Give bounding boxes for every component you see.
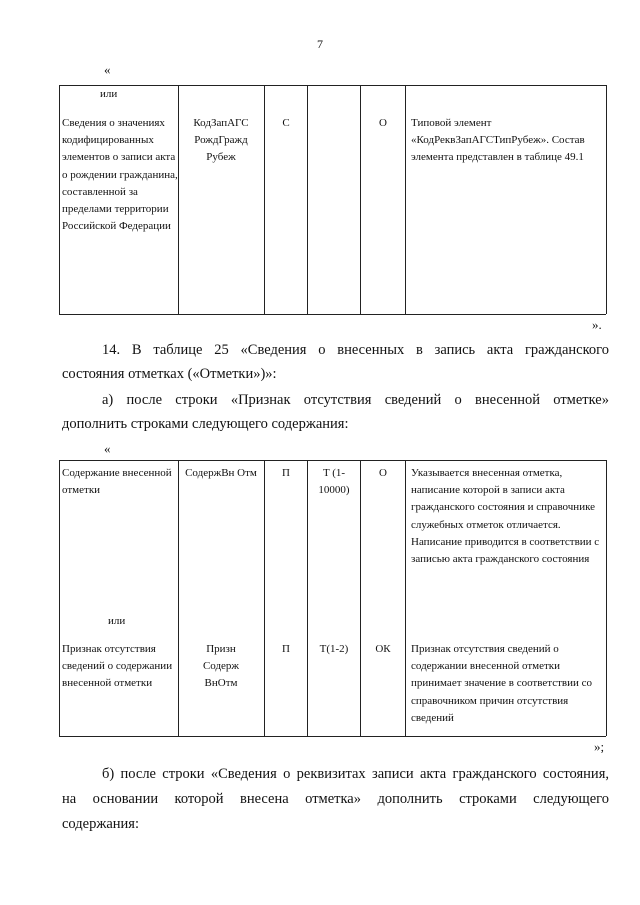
table-2-row-2-description: Признак отсутствия сведений о содержании внесенной отметки принимает значение в соответствии со справочником причин отсутствия сведений — [411, 643, 592, 724]
paragraph-b-line-1: б) после строки «Сведения о реквизитах записи акта гражданского состояния, — [102, 766, 609, 782]
paragraph-14-line-1: 14. В таблице 25 «Сведения о внесенных в запись акта гражданского — [102, 342, 609, 358]
open-quote-1: « — [104, 62, 111, 77]
close-quote-1: ». — [592, 317, 602, 332]
paragraph-a-line-2: дополнить строками следующего содержания: — [62, 416, 349, 432]
table-1-row-name: Сведения о значениях кодифицированных элементов о записи акта о рождении гражданина, составленной за пределами территории Российской Федерации — [62, 117, 178, 233]
table-1-or-label: или — [100, 88, 118, 100]
table-1-row-code: КодЗапАГС РождГражд Рубеж — [193, 117, 249, 164]
open-quote-2: « — [104, 441, 111, 456]
table-2-row-1-description: Указывается внесенная отметка, написание которой в записи акта гражданского состояния и справочнике служебных отметок отличается. Написание приводится в соответствии с записью акта гражданского состояния — [411, 467, 600, 566]
table-1-row-description: Типовой элемент «КодРеквЗапАГСТипРубеж». Состав элемента представлен в таблице 49.1 — [411, 117, 585, 164]
table-2-row-1-required: О — [379, 467, 387, 479]
table-2-or-label: или — [108, 615, 126, 627]
table-1-row-required: О — [379, 117, 387, 129]
close-quote-2: »; — [594, 739, 605, 754]
paragraph-a-line-1: а) после строки «Признак отсутствия сведений о внесенной отметке» — [102, 392, 609, 408]
table-2-row-1-type: П — [282, 467, 290, 479]
table-2-row-2-format: T(1-2) — [319, 643, 349, 655]
table-2-row-1-name: Содержание внесенной отметки — [62, 467, 172, 497]
table-2-row-1-format: T (1-10000) — [318, 467, 350, 497]
table-2-row-2-type: П — [282, 643, 290, 655]
paragraph-14-line-2: состояния отметках («Отметки»)»: — [62, 366, 277, 382]
table-2-row-2-required: ОК — [375, 643, 391, 655]
paragraph-b-line-2: на основании которой внесена отметка» дополнить строками следующего — [62, 791, 609, 807]
table-2-row-2-name: Признак отсутствия сведений о содержании внесенной отметки — [62, 643, 173, 690]
table-2-row-1-code: СодержВн Отм — [185, 467, 257, 479]
paragraph-b-line-3: содержания: — [62, 816, 140, 832]
page-number: 7 — [317, 37, 323, 51]
table-2-row-2-code: Призн Содерж ВнОтм — [202, 643, 240, 690]
table-1-row-type: С — [282, 117, 290, 129]
